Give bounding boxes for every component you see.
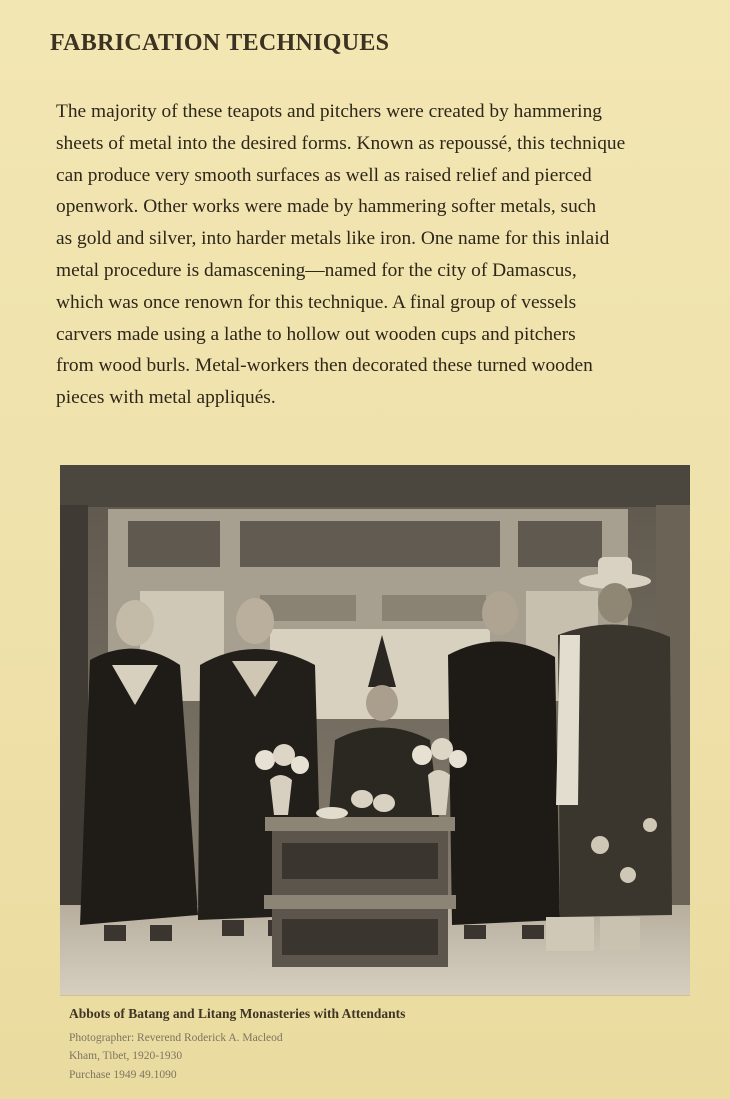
section-heading: FABRICATION TECHNIQUES <box>50 30 390 56</box>
paragraph-line: pieces with metal appliqués. <box>56 387 276 409</box>
caption-photographer: Photographer: Reverend Roderick A. Macleod <box>69 1032 283 1044</box>
paragraph-line: can produce very smooth surfaces as well as raised relief and pierced <box>56 164 592 186</box>
paragraph-line: metal procedure is damascening—named for the city of Damascus, <box>56 259 577 281</box>
photo-illustration <box>60 465 690 995</box>
description-paragraph <box>56 96 706 414</box>
paragraph-line: sheets of metal into the desired forms. Known as repoussé, this technique <box>56 132 626 154</box>
paragraph-line: carvers made using a lathe to hollow out wooden cups and pitchers <box>56 323 576 345</box>
caption-title: Abbots of Batang and Litang Monasteries with Attendants <box>69 1006 406 1021</box>
historical-photograph <box>60 465 690 995</box>
paragraph-line: from wood burls. Metal-workers then decorated these turned wooden <box>56 355 593 377</box>
paragraph-line: which was once renown for this technique. A final group of vessels <box>56 291 577 313</box>
caption-place-date: Kham, Tibet, 1920-1930 <box>69 1050 183 1062</box>
roof-beam <box>60 465 690 507</box>
paragraph-line: openwork. Other works were made by hammering softer metals, such <box>56 196 597 218</box>
caption-accession: Purchase 1949 49.1090 <box>69 1069 177 1081</box>
paragraph-line: as gold and silver, into harder metals like iron. One name for this inlaid <box>56 228 610 250</box>
paragraph-line: The majority of these teapots and pitchers were created by hammering <box>56 101 602 122</box>
carved-offering-table <box>264 817 456 967</box>
